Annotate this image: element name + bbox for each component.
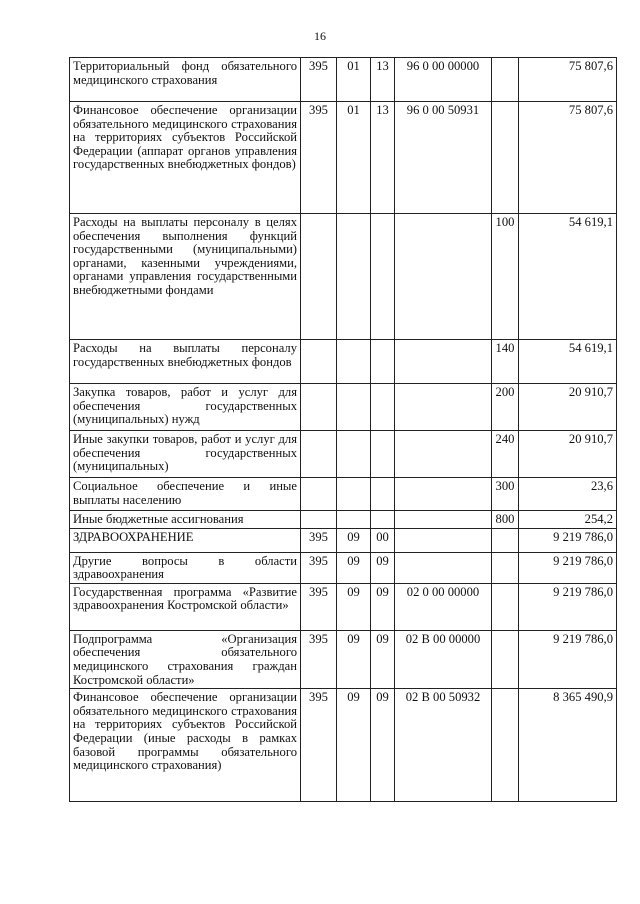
row-name-cell: Иные бюджетные ассигнования (70, 511, 301, 529)
subsection-code-cell: 09 (371, 552, 395, 583)
amount-cell: 20 910,7 (519, 431, 617, 478)
target-article-cell (395, 528, 492, 552)
ministry-code-cell: 395 (301, 528, 337, 552)
section-code-cell (337, 340, 371, 384)
target-article-cell: 02 В 00 50932 (395, 689, 492, 802)
section-code-cell: 01 (337, 102, 371, 214)
row-name-cell: Территориальный фонд обязательного медицинского страхования (70, 58, 301, 102)
amount-cell: 54 619,1 (519, 340, 617, 384)
section-code-cell (337, 478, 371, 511)
subsection-code-cell: 09 (371, 630, 395, 688)
section-code-cell (337, 431, 371, 478)
subsection-code-cell: 09 (371, 583, 395, 630)
subsection-code-cell (371, 478, 395, 511)
subsection-code-cell: 00 (371, 528, 395, 552)
table-row (70, 431, 617, 478)
target-article-cell (395, 214, 492, 340)
ministry-code-cell (301, 478, 337, 511)
target-article-cell: 96 0 00 50931 (395, 102, 492, 214)
table-row (70, 552, 617, 583)
section-code-cell: 09 (337, 552, 371, 583)
ministry-code-cell (301, 431, 337, 478)
ministry-code-cell: 395 (301, 630, 337, 688)
row-name-cell: Государственная программа «Развитие здравоохранения Костромской области» (70, 583, 301, 630)
subsection-code-cell: 13 (371, 58, 395, 102)
ministry-code-cell (301, 511, 337, 529)
expense-type-cell (492, 528, 519, 552)
expense-type-cell (492, 630, 519, 688)
subsection-code-cell: 09 (371, 689, 395, 802)
amount-cell: 254,2 (519, 511, 617, 529)
subsection-code-cell (371, 340, 395, 384)
row-name-cell: Иные закупки товаров, работ и услуг для обеспечения государственных (муниципальных) (70, 431, 301, 478)
expense-type-cell: 140 (492, 340, 519, 384)
subsection-code-cell: 13 (371, 102, 395, 214)
table-row (70, 528, 617, 552)
amount-cell: 9 219 786,0 (519, 630, 617, 688)
target-article-cell (395, 384, 492, 431)
row-name-cell: Другие вопросы в области здравоохранения (70, 552, 301, 583)
table-row (70, 689, 617, 802)
row-name-cell: Социальное обеспечение и иные выплаты населению (70, 478, 301, 511)
ministry-code-cell: 395 (301, 583, 337, 630)
target-article-cell (395, 431, 492, 478)
ministry-code-cell (301, 384, 337, 431)
amount-cell: 9 219 786,0 (519, 583, 617, 630)
table-row (70, 102, 617, 214)
amount-cell: 8 365 490,9 (519, 689, 617, 802)
expense-type-cell: 800 (492, 511, 519, 529)
expense-type-cell (492, 552, 519, 583)
table-row (70, 384, 617, 431)
expense-type-cell (492, 583, 519, 630)
section-code-cell (337, 384, 371, 431)
amount-cell: 75 807,6 (519, 102, 617, 214)
ministry-code-cell: 395 (301, 552, 337, 583)
expense-type-cell: 200 (492, 384, 519, 431)
subsection-code-cell (371, 431, 395, 478)
table-row (70, 340, 617, 384)
amount-cell: 54 619,1 (519, 214, 617, 340)
row-name-cell: Финансовое обеспечение организации обязательного медицинского страхования на территориях субъектов Российской Федерации (иные расходы в рамках базовой программы обязательного медицинского страхования) (70, 689, 301, 802)
subsection-code-cell (371, 511, 395, 529)
subsection-code-cell (371, 384, 395, 431)
budget-table-body (70, 58, 617, 802)
target-article-cell: 02 0 00 00000 (395, 583, 492, 630)
target-article-cell (395, 340, 492, 384)
target-article-cell (395, 511, 492, 529)
section-code-cell: 09 (337, 630, 371, 688)
row-name-cell: Подпрограмма «Организация обеспечения обязательного медицинского страхования граждан Костромской области» (70, 630, 301, 688)
ministry-code-cell (301, 340, 337, 384)
ministry-code-cell: 395 (301, 689, 337, 802)
ministry-code-cell: 395 (301, 58, 337, 102)
table-row (70, 214, 617, 340)
ministry-code-cell (301, 214, 337, 340)
section-code-cell: 09 (337, 528, 371, 552)
section-code-cell: 09 (337, 689, 371, 802)
section-code-cell: 09 (337, 583, 371, 630)
expense-type-cell (492, 689, 519, 802)
table-row (70, 511, 617, 529)
amount-cell: 20 910,7 (519, 384, 617, 431)
target-article-cell (395, 478, 492, 511)
amount-cell: 9 219 786,0 (519, 552, 617, 583)
target-article-cell: 02 В 00 00000 (395, 630, 492, 688)
expense-type-cell: 300 (492, 478, 519, 511)
row-name-cell: ЗДРАВООХРАНЕНИЕ (70, 528, 301, 552)
target-article-cell: 96 0 00 00000 (395, 58, 492, 102)
section-code-cell: 01 (337, 58, 371, 102)
row-name-cell: Расходы на выплаты персоналу государственных внебюджетных фондов (70, 340, 301, 384)
section-code-cell (337, 511, 371, 529)
budget-table (69, 57, 617, 802)
table-row (70, 478, 617, 511)
table-row (70, 583, 617, 630)
subsection-code-cell (371, 214, 395, 340)
expense-type-cell (492, 58, 519, 102)
amount-cell: 75 807,6 (519, 58, 617, 102)
amount-cell: 9 219 786,0 (519, 528, 617, 552)
table-row (70, 58, 617, 102)
expense-type-cell: 240 (492, 431, 519, 478)
page-number: 16 (314, 29, 326, 43)
row-name-cell: Финансовое обеспечение организации обязательного медицинского страхования на территориях субъектов Российской Федерации (аппарат органов управления государственных внебюджетных фондов) (70, 102, 301, 214)
row-name-cell: Расходы на выплаты персоналу в целях обеспечения выполнения функций государственными (муниципальными) органами, казенными учреждениями, органами управления государственными внебюджетными фондами (70, 214, 301, 340)
row-name-cell: Закупка товаров, работ и услуг для обеспечения государственных (муниципальных) нужд (70, 384, 301, 431)
table-row (70, 630, 617, 688)
target-article-cell (395, 552, 492, 583)
expense-type-cell (492, 102, 519, 214)
expense-type-cell: 100 (492, 214, 519, 340)
amount-cell: 23,6 (519, 478, 617, 511)
section-code-cell (337, 214, 371, 340)
ministry-code-cell: 395 (301, 102, 337, 214)
